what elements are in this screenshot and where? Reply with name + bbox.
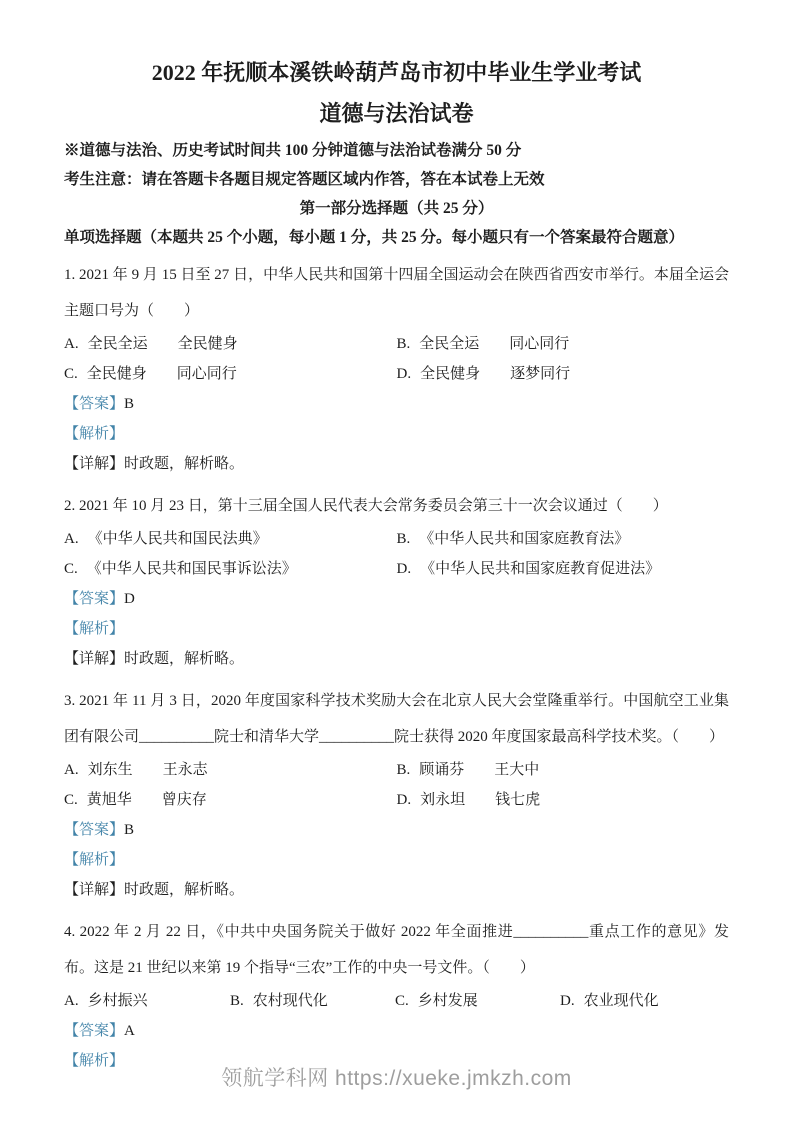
option-key: B. [396,335,411,352]
question-stem: 3. 2021 年 11 月 3 日，2020 年度国家科学技术奖励大会在北京人民大会堂隆重举行。中国航空工业集团有限公司__________院士和清华大学__________院士获得 2020 年度国家最高科学技术奖。（ ） [64,692,729,745]
option-key: B. [230,992,244,1009]
option-key: C. [395,992,409,1009]
option-key: A. [64,761,79,778]
option-key: C. [64,791,78,808]
answer-value: B [124,395,135,412]
answer-label: 【答案】 [64,590,125,607]
question-block-4 [64,914,729,1076]
option-item [397,755,730,785]
option-text: 《中华人民共和国家庭教育促进法》 [420,560,661,577]
detail-text: 时政题，解析略。 [124,881,245,898]
answer-label: 【答案】 [64,395,125,412]
question-block-1 [64,257,729,479]
option-text: 顾诵芬 王大中 [419,761,540,778]
option-key: D. [396,560,412,577]
option-key: C. [64,365,78,382]
option-text: 刘永坦 钱七虎 [420,791,541,808]
option-text: 全民全运 全民健身 [87,335,238,352]
option-item [64,785,397,815]
option-item [64,359,397,389]
option-text: 乡村振兴 [87,992,148,1009]
option-item [397,329,730,359]
analysis-line [64,614,729,644]
option-item [397,554,730,584]
analysis-label: 【解析】 [64,425,125,442]
option-key: D. [396,365,412,382]
option-item [64,986,230,1016]
option-key: D. [560,992,575,1009]
options-row [64,785,729,815]
option-key: C. [64,560,78,577]
detail-line [64,875,729,905]
analysis-label: 【解析】 [64,1052,125,1069]
option-item [397,359,730,389]
analysis-line [64,419,729,449]
detail-label: 【详解】 [64,650,125,667]
option-key: D. [396,791,412,808]
option-key: A. [64,335,79,352]
options-row [64,986,729,1016]
detail-line [64,644,729,674]
option-text: 农村现代化 [252,992,328,1009]
options-row [64,329,729,359]
detail-text: 时政题，解析略。 [124,650,245,667]
exam-time-notice: ※道德与法治、历史考试时间共 100 分钟道德与法治试卷满分 50 分 [64,141,522,159]
answer-label: 【答案】 [64,1022,125,1039]
options-row [64,554,729,584]
option-text: 黄旭华 曾庆存 [86,791,207,808]
option-item [397,524,730,554]
answer-label: 【答案】 [64,821,125,838]
option-item [64,554,397,584]
question-block-3 [64,683,729,905]
option-key: A. [64,530,79,547]
question-block-2 [64,488,729,674]
answer-line [64,815,729,845]
detail-text: 时政题，解析略。 [124,455,245,472]
option-item [64,524,397,554]
analysis-line [64,845,729,875]
option-item [395,986,560,1016]
exam-title: 2022 年抚顺本溪铁岭葫芦岛市初中毕业生学业考试 [151,60,642,85]
option-text: 刘东生 王永志 [87,761,208,778]
option-item [560,986,729,1016]
option-text: 《中华人民共和国民法典》 [87,530,268,547]
candidate-notice: 考生注意：请在答题卡各题目规定答题区域内作答，答在本试卷上无效 [64,170,545,188]
option-key: A. [64,992,79,1009]
options-row [64,755,729,785]
option-item [64,755,397,785]
options-row [64,359,729,389]
option-item [397,785,730,815]
exam-subtitle: 道德与法治试卷 [319,101,474,127]
detail-label: 【详解】 [64,455,125,472]
option-key: B. [396,761,411,778]
answer-line [64,584,729,614]
analysis-label: 【解析】 [64,851,125,868]
detail-label: 【详解】 [64,881,125,898]
option-text: 全民健身 逐梦同行 [420,365,571,382]
option-item [230,986,395,1016]
question-stem: 1. 2021 年 9 月 15 日至 27 日，中华人民共和国第十四届全国运动会在陕西省西安市举行。本届全运会主题口号为（ ） [64,266,729,319]
answer-value: B [124,821,135,838]
question-stem: 4. 2022 年 2 月 22 日，《中共中央国务院关于做好 2022 年全面推进__________重点工作的意见》发布。这是 21 世纪以来第 19 个指导“三农”工作的中央一号文件。（ ） [64,923,729,976]
option-text: 农业现代化 [583,992,659,1009]
options-row [64,524,729,554]
answer-line [64,389,729,419]
option-text: 全民全运 同心同行 [419,335,570,352]
answer-value: D [124,590,135,607]
option-text: 全民健身 同心同行 [86,365,237,382]
instructions-line: 单项选择题（本题共 25 个小题，每小题 1 分，共 25 分。每小题只有一个答案最符合题意） [64,228,685,246]
section-header: 第一部分选择题（共 25 分） [299,199,494,217]
option-key: B. [396,530,411,547]
site-watermark: 领航学科网 https://xueke.jmkzh.com [221,1067,572,1090]
option-text: 《中华人民共和国家庭教育法》 [419,530,630,547]
option-text: 乡村发展 [417,992,478,1009]
analysis-label: 【解析】 [64,620,125,637]
option-text: 《中华人民共和国民事诉讼法》 [86,560,297,577]
answer-line [64,1016,729,1046]
option-item [64,329,397,359]
question-stem: 2. 2021 年 10 月 23 日，第十三届全国人民代表大会常务委员会第三十一次会议通过（ ） [64,497,668,514]
answer-value: A [124,1022,135,1039]
detail-line [64,449,729,479]
